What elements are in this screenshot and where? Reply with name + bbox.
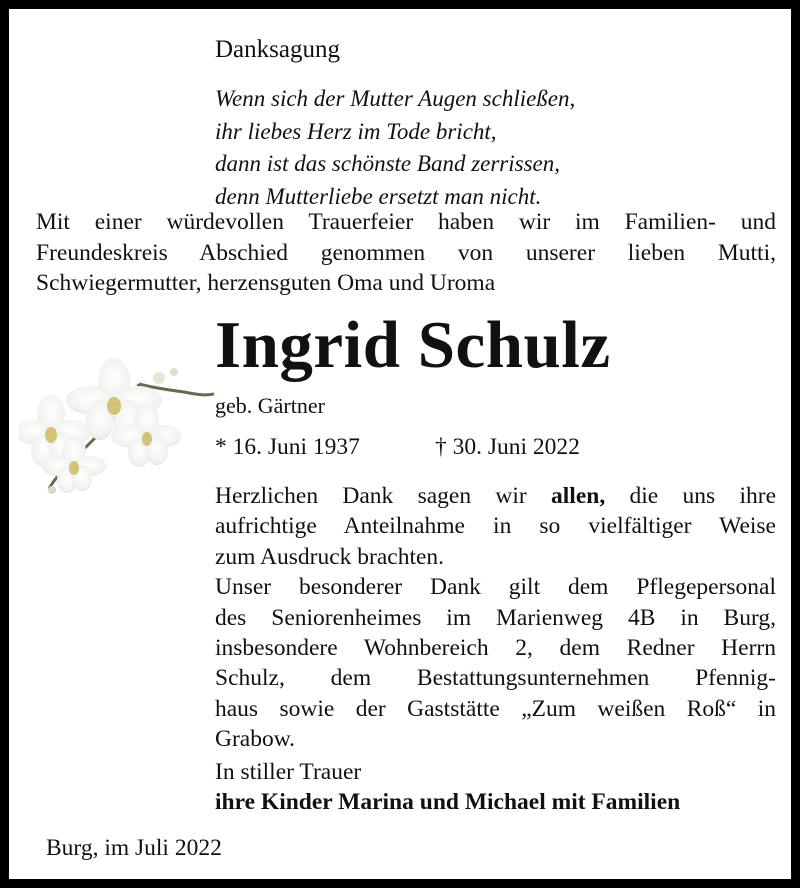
thanks-line: des Seniorenheimes im Marienweg 4B in Burg, [215,604,776,631]
thanks-line: aufrichtige Anteilnahme in so vielfältiger Weise [215,513,776,540]
thanks-line: Grabow. [215,726,296,753]
place-date: Burg, im Juli 2022 [46,835,222,861]
intro-line: Schwiegermutter, herzensguten Oma und Uroma [36,270,496,296]
maiden-name: geb. Gärtner [215,393,325,418]
thanks-text: Herzlichen Dank sagen wir [215,483,527,509]
thanks-paragraph [215,481,776,755]
thanks-line: haus sowie der Gaststätte „Zum weißen Roß“ in [215,695,776,722]
intro-line: Freundeskreis Abschied genommen von unserer lieben Mutti, [36,239,776,266]
poem [215,83,575,213]
thanks-line: Unser besonderer Dank gilt dem Pflegepersonal [215,574,776,601]
heading-title: Danksagung [215,36,340,63]
orchid-flower-image [19,344,219,504]
poem-line: dann ist das schönste Band zerrissen, [215,151,560,176]
mourning-line: In stiller Trauer [215,759,362,785]
poem-line: ihr liebes Herz im Tode bricht, [215,118,497,144]
thanks-text: die uns ihre [629,483,777,509]
mourners-signature: ihre Kinder Marina und Michael mit Familien [215,789,681,815]
birth-date: * 16. Juni 1937 [215,434,360,460]
intro-line: Mit einer würdevollen Trauerfeier haben wir im Familien- und [36,209,776,235]
thanks-emphasis: allen, [551,483,606,509]
thanks-line: zum Ausdruck brachten. [215,543,445,570]
thanks-line: insbesondere Wohnbereich 2, dem Redner Herrn [215,635,776,662]
death-date: † 30. Juni 2022 [435,434,580,460]
intro-paragraph [36,207,776,299]
poem-line: Wenn sich der Mutter Augen schließen, [215,86,576,111]
thanks-line: Schulz, dem Bestattungsunternehmen Pfennig- [215,665,776,692]
thanks-line [215,481,776,511]
poem-line: denn Mutterliebe ersetzt man nicht. [215,183,542,209]
deceased-name: Ingrid Schulz [215,308,611,382]
